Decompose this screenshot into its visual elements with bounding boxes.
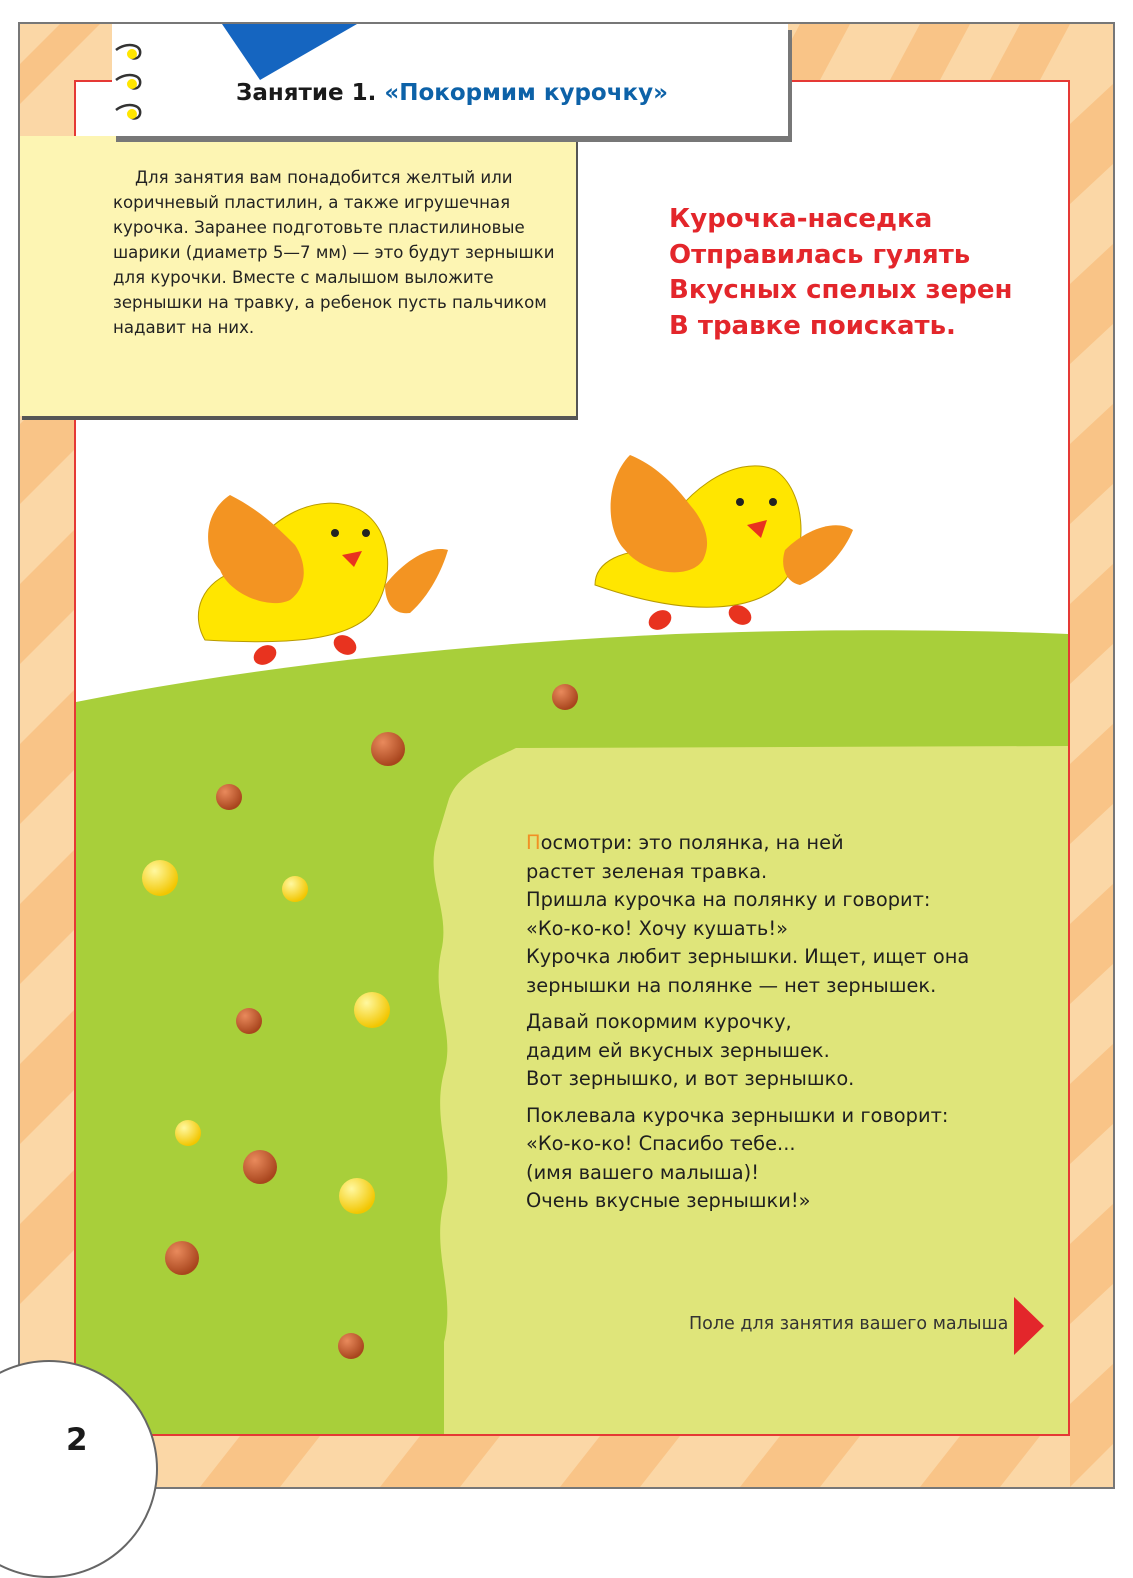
lesson-label: Занятие 1.	[236, 80, 377, 106]
poem-line: Курочка-наседка	[669, 204, 933, 234]
story-line: Поклевала курочка зернышки и говорит:	[526, 1103, 949, 1127]
story-line: Курочка любит зернышки. Ищет, ищет она	[526, 945, 970, 968]
poem	[669, 202, 1012, 344]
story-line: зернышки на полянке — нет зернышек.	[526, 973, 937, 997]
story-line: Пришла курочка на полянку и говорит:	[526, 888, 931, 911]
story-line: «Ко-ко-ко! Хочу кушать!»	[526, 916, 788, 940]
story-first-line: Посмотри: это полянка, на ней	[526, 831, 844, 854]
page-number: 2	[66, 1422, 88, 1458]
story-line: «Ко-ко-ко! Спасибо тебе...	[526, 1132, 796, 1155]
story-line: Вот зернышко, и вот зернышко.	[526, 1067, 855, 1090]
lesson-title	[236, 80, 668, 106]
story-line: (имя вашего малыша)!	[526, 1160, 760, 1184]
story-line: дадим ей вкусных зернышек.	[526, 1038, 830, 1062]
field-label: Поле для занятия вашего малыша	[689, 1314, 1009, 1334]
lesson-name: «Покормим курочку»	[384, 80, 668, 106]
story-line: растет зеленая травка.	[526, 859, 768, 883]
spiral-rings	[112, 40, 148, 130]
story-line: Давай покормим курочку,	[526, 1010, 792, 1033]
poem-line: Вкусных спелых зерен	[669, 275, 1013, 305]
red-arrow-icon	[1012, 1297, 1046, 1355]
drop-cap: П	[526, 831, 541, 854]
instruction-text: Для занятия вам понадобится желтый или коричневый пластилин, а также игрушечная курочка. Заранее подготовьте пластилиновые шарики (диаметр 5—7 мм) — это будут зернышки для курочки. Вместе с малышом выложите зернышки на травку, а ребенок пусть пальчиком надавит на них.	[113, 168, 555, 337]
poem-line: Отправилась гулять	[669, 239, 971, 270]
poem-line: В травке поискать.	[669, 310, 956, 341]
story-line: Очень вкусные зернышки!»	[526, 1189, 811, 1212]
story-text	[526, 829, 1016, 1224]
blue-corner-flag	[222, 24, 362, 82]
